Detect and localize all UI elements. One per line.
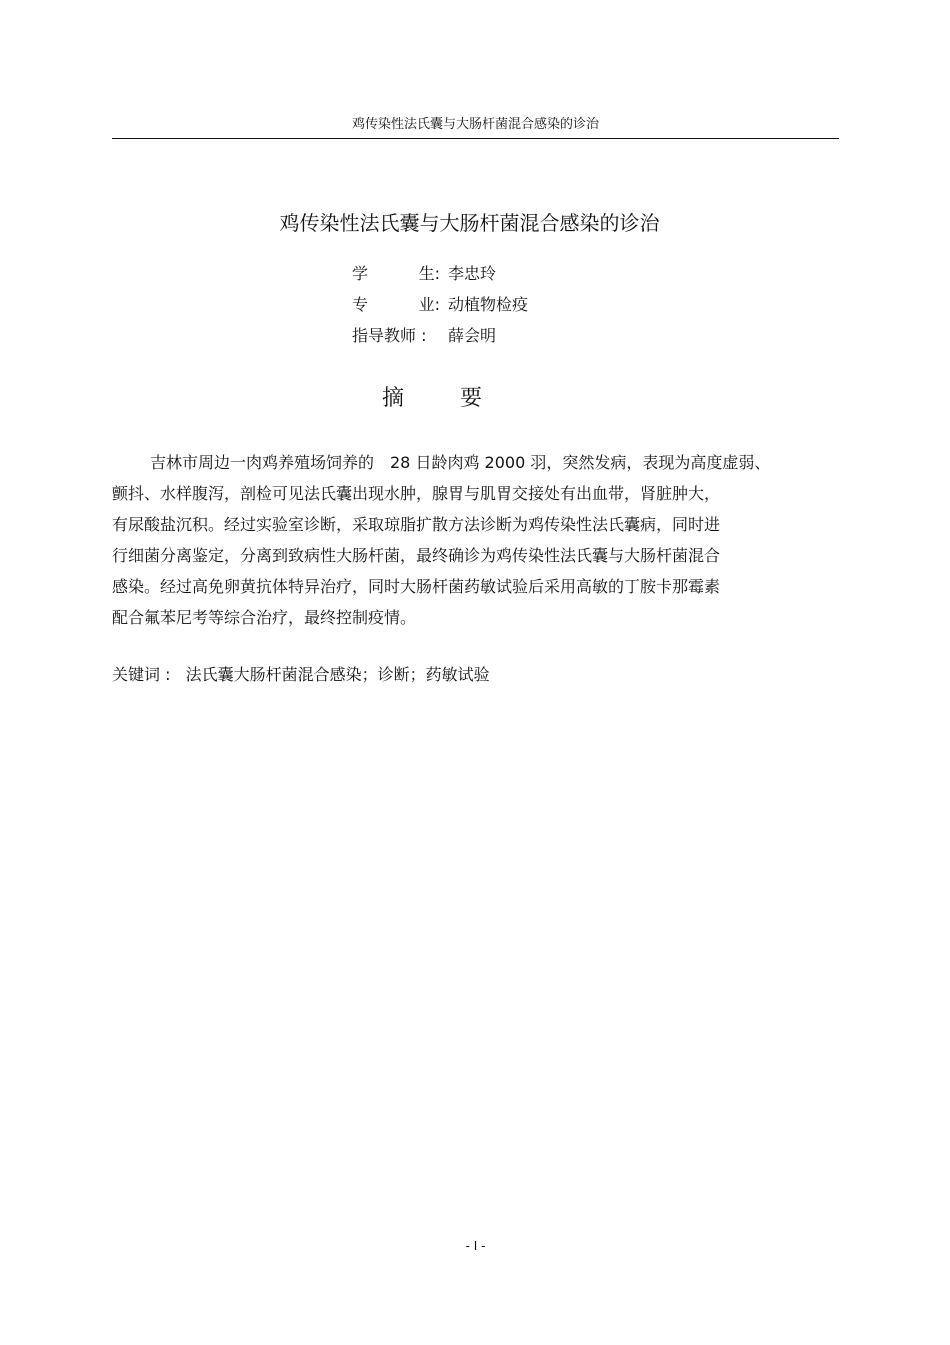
student-row (352, 257, 652, 288)
abstract-heading (382, 384, 482, 414)
abstract-line: 吉林市周边一肉鸡养殖场饲养的 28 日龄肉鸡 2000 羽，突然发病，表现为高度虚弱、 (150, 453, 771, 472)
abstract-line: 配合氟苯尼考等综合治疗，最终控制疫情。 (112, 608, 417, 627)
student-label-part-2: 生: (418, 264, 440, 283)
advisor-row (352, 319, 652, 350)
document-title: 鸡传染性法氏囊与大肠杆菌混合感染的诊治 (279, 211, 660, 235)
page-number: - I - (465, 1239, 486, 1253)
abstract-line: 行细菌分离鉴定，分离到致病性大肠杆菌，最终确诊为鸡传染性法氏囊与大肠杆菌混合 (112, 546, 721, 565)
major-label-part-1: 专 (352, 295, 369, 314)
abstract-heading-char-2: 要 (459, 386, 482, 411)
abstract-line: 颤抖、水样腹泻，剖检可见法氏囊出现水肿，腺胃与肌胃交接处有出血带，肾脏肿大， (112, 484, 721, 503)
major-name: 动植物检疫 (448, 295, 529, 314)
major-label-part-2: 业: (418, 295, 440, 314)
student-name: 李忠玲 (448, 264, 497, 283)
major-row (352, 288, 652, 319)
keywords (112, 660, 490, 690)
author-info (352, 257, 652, 350)
keywords-label: 关键词 : (112, 665, 171, 684)
student-label-part-1: 学 (352, 264, 369, 283)
advisor-label: 指导教师 : (352, 326, 427, 345)
header-rule (112, 138, 839, 139)
advisor-name: 薛会明 (448, 326, 497, 345)
abstract-line: 有尿酸盐沉积。经过实验室诊断，采取琼脂扩散方法诊断为鸡传染性法氏囊病，同时进 (112, 515, 721, 534)
keywords-value: 法氏囊大肠杆菌混合感染；诊断；药敏试验 (185, 665, 490, 684)
student-label (352, 261, 448, 284)
abstract-body (112, 447, 847, 633)
major-label (352, 292, 448, 315)
abstract-line: 感染。经过高免卵黄抗体特异治疗，同时大肠杆菌药敏试验后采用高敏的丁胺卡那霉素 (112, 577, 721, 596)
running-header: 鸡传染性法氏囊与大肠杆菌混合感染的诊治 (351, 117, 599, 132)
abstract-heading-char-1: 摘 (382, 386, 405, 411)
